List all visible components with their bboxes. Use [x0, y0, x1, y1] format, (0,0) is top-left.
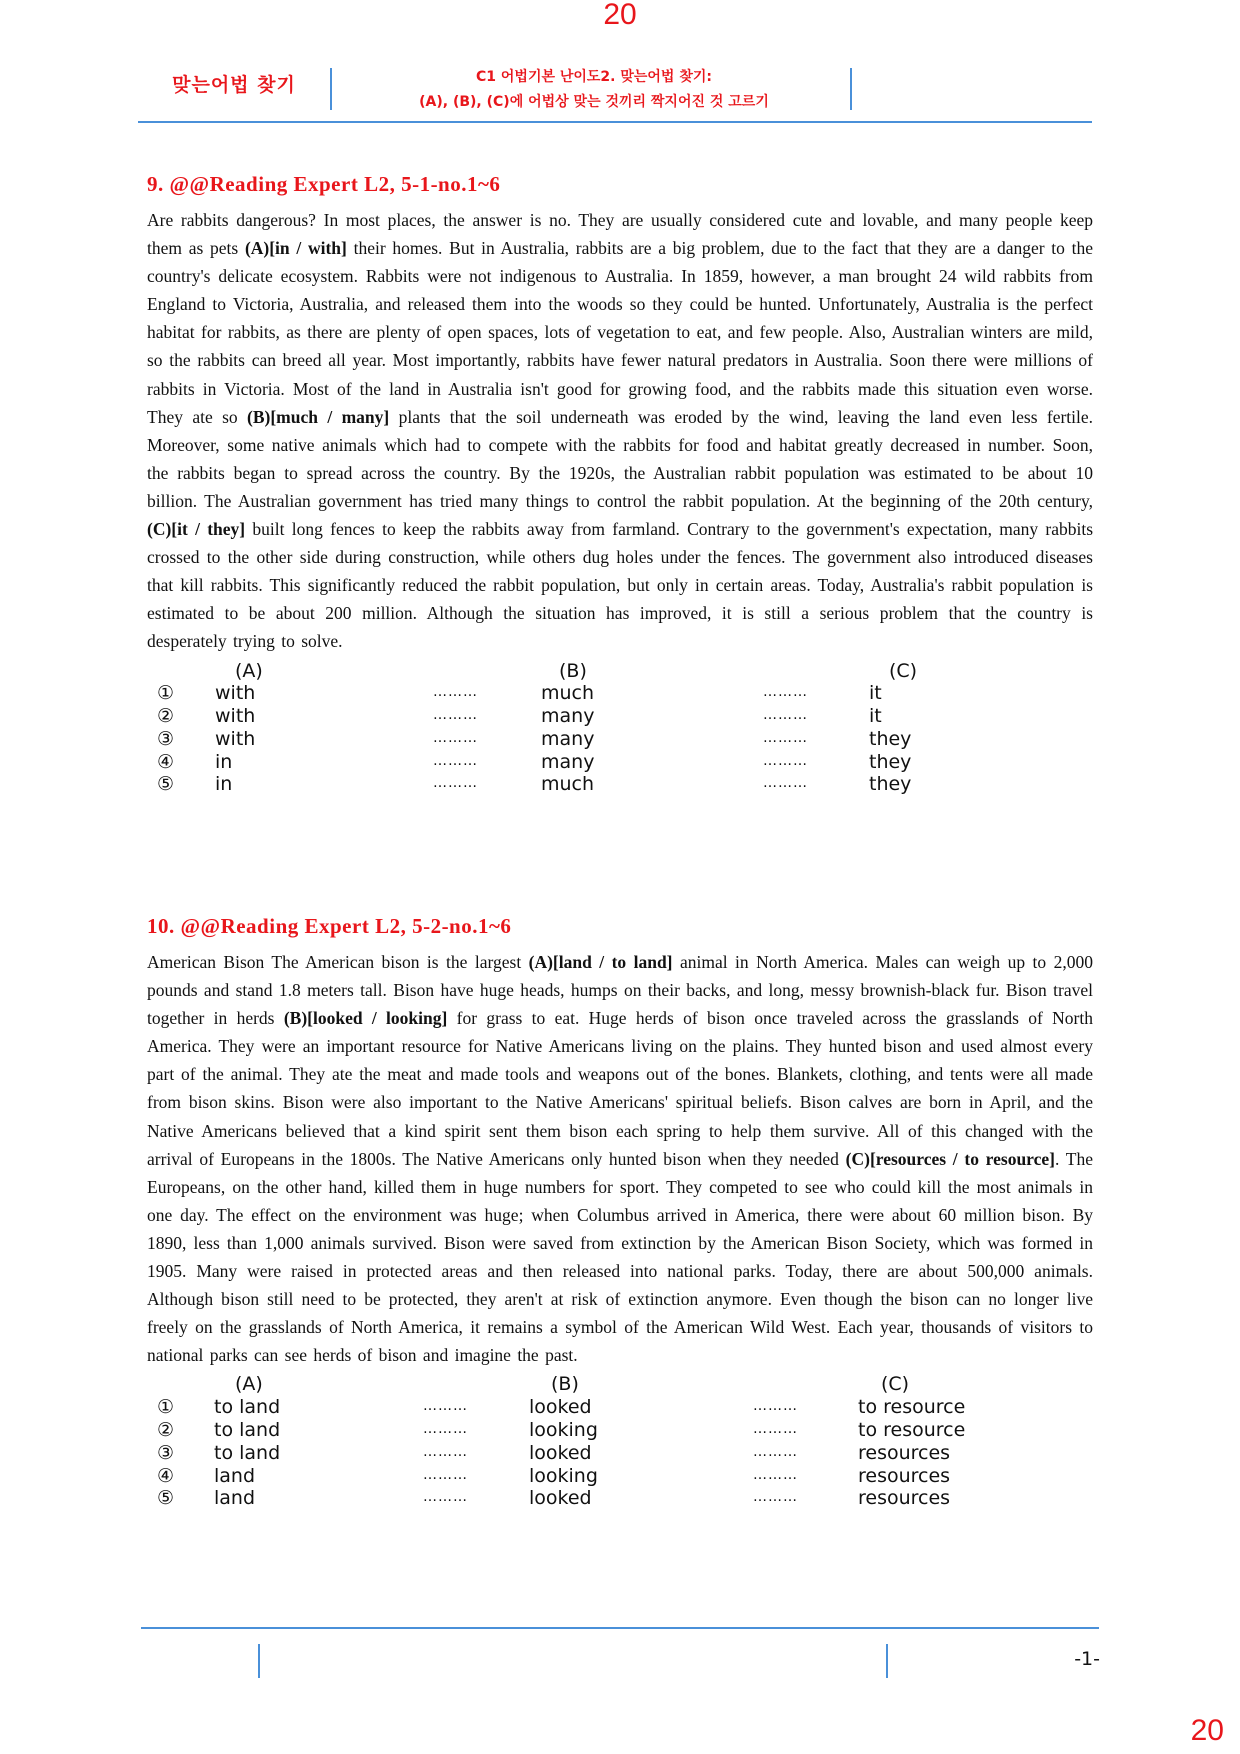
question-10-choices [147, 1373, 1093, 1510]
option-dots: ……… [423, 1489, 468, 1506]
option-c: they [869, 750, 912, 773]
question-9-passage: Are rabbits dangerous? In most places, the answer is no. They are usually considered cute and lovable, and many people keep them as pets (A)[in / with] their homes. But in Australia, rabbits are a big problem, due to the fact that they are a danger to the country's delicate ecosystem. Rabbits were not indigenous to Australia. In 1859, however, a man brought 24 wild rabbits from England to Victoria, Australia, and released them into the woods so they could be hunted. Unfortunately, Australia is the perfect habitat for rabbits, as there are plenty of open spaces, lots of vegetation to eat, and few people. Also, Australian winters are mild, so the rabbits can breed all year. Most importantly, rabbits have fewer natural predators in Australia. Soon there were millions of rabbits in Victoria. Most of the land in Australia isn't good for growing food, and the rabbits made this situation even worse. They ate so (B)[much / many] plants that the soil underneath was eroded by the wind, leaving the land even less fertile. Moreover, some native animals which had to compete with the rabbits for food and habitat greatly decreased in number. Soon, the rabbits began to spread across the country. By the 1920s, the Australian rabbit population was estimated to be about 10 billion. The Australian government has tried many things to control the rabbit population. At the beginning of the 20th century, (C)[it / they] built long fences to keep the rabbits away from farmland. Contrary to the government's expectation, many rabbits crossed to the other side during construction, while others dug holes under the fences. The government also introduced diseases that kill rabbits. This significantly reduced the rabbit population, but only in certain areas. Today, Australia's rabbit population is estimated to be about 200 million. Although the situation has improved, it is still a serious problem that the country is desperately trying to solve. [147, 210, 1094, 652]
option-dots: ……… [763, 729, 808, 746]
option-b: looking [529, 1464, 598, 1487]
blank-a: (A)[land / to land] [528, 952, 673, 972]
choice-option-5[interactable] [147, 1487, 1093, 1510]
option-number: ③ [157, 727, 175, 750]
choice-option-4[interactable] [147, 1465, 1093, 1488]
option-a: to land [214, 1419, 281, 1441]
question-9-choices [147, 660, 1093, 797]
option-dots: ……… [433, 775, 478, 792]
option-dots: ……… [423, 1466, 468, 1483]
footer-rule [141, 1627, 1099, 1629]
blank-c: (C)[it / they] [147, 519, 246, 540]
option-dots: ……… [763, 684, 808, 701]
option-c: they [869, 727, 912, 750]
option-dots: ……… [433, 752, 478, 769]
option-c: resources [858, 1487, 951, 1510]
option-b: looking [529, 1419, 598, 1441]
option-number: ② [157, 1419, 175, 1441]
choice-header-row [147, 660, 1093, 683]
option-dots: ……… [753, 1466, 798, 1483]
option-dots: ……… [763, 707, 808, 724]
option-dots: ……… [433, 684, 478, 701]
option-dots: ……… [753, 1398, 798, 1415]
choice-option-1[interactable] [147, 682, 1093, 705]
option-dots: ……… [423, 1421, 468, 1437]
header-subtitle-line2: (A), (B), (C)에 어법상 맞는 것끼리 짝지어진 것 고르기 [419, 94, 769, 110]
option-b: many [541, 705, 595, 728]
header-rule [138, 121, 1092, 123]
choice-header-row [147, 1373, 1093, 1396]
footer-divider-right [886, 1644, 888, 1678]
choice-option-5[interactable] [147, 773, 1093, 796]
choice-option-2[interactable] [147, 705, 1093, 728]
blank-b: (B)[looked / looking] [283, 1008, 448, 1029]
option-number: ① [157, 682, 175, 705]
page-number-corner: 20 [1190, 1714, 1224, 1747]
option-a: with [215, 705, 256, 728]
blank-b: (B)[much / many] [247, 406, 390, 427]
option-b: looked [529, 1441, 592, 1464]
option-dots: ……… [763, 752, 808, 769]
option-dots: ……… [753, 1489, 798, 1506]
header-divider-left [330, 68, 332, 110]
question-10-passage: American Bison The American bison is the largest (A)[land / to land] animal in North America. Males can weigh up to 2,000 pounds and stand 1.8 meters tall. Bison have huge heads, humps on their backs, and long, messy brownish-black fur. Bison travel together in herds (B)[looked / looking] for grass to eat. Huge herds of bison once traveled across the grasslands of North America. They were an important resource for Native Americans living on the plains. They hunted bison and used almost every part of the animal. They ate the meat and made tools and weapons out of the bones. Blankets, clothing, and tents were all made from bison skins. Bison were also important to the Native Americans' spiritual beliefs. Bison calves are born in April, and the Native Americans believed that a kind spirit sent them bison each spring to help them survive. All of this changed with the arrival of Europeans in the 1800s. The Native Americans only hunted bison when they needed (C)[resources / to resource]. The Europeans, on the other hand, killed them in huge numbers for sport. They competed to see who could kill the most animals in one day. The effect on the environment was huge; when Columbus arrived in America, there were about 60 million bison. By 1890, less than 1,000 animals survived. Bison were saved from extinction by the American Bison Society, which was formed in 1905. Many were raised in protected areas and then released into national parks. Today, there are about 500,000 animals. Although bison still need to be protected, they aren't at risk of extinction anymore. Even though the bison can no longer live freely on the grasslands of North America, it remains a symbol of the American Wild West. Each year, thousands of visitors to national parks can see herds of bison and imagine the past. [147, 952, 1093, 1366]
column-a-header: (A) [235, 659, 263, 682]
option-dots: ……… [423, 1398, 468, 1415]
option-c: it [869, 705, 882, 728]
option-number: ② [157, 705, 175, 728]
blank-c: (C)[resources / to resource] [845, 1148, 1055, 1169]
option-number: ③ [157, 1441, 175, 1464]
question-10-title: 10. @@Reading Expert L2, 5-2-no.1~6 [147, 914, 512, 938]
option-number: ① [157, 1396, 175, 1419]
option-b: looked [529, 1396, 592, 1419]
option-a: to land [214, 1396, 281, 1419]
option-dots: ……… [433, 729, 478, 746]
option-c: they [869, 773, 912, 796]
column-b-header: (B) [551, 1373, 579, 1396]
question-10 [147, 914, 1093, 1510]
option-dots: ……… [753, 1421, 798, 1437]
choice-option-1[interactable] [147, 1396, 1093, 1419]
choice-option-4[interactable] [147, 751, 1093, 774]
option-a: in [215, 773, 233, 796]
question-9-title: 9. @@Reading Expert L2, 5-1-no.1~6 [147, 172, 501, 196]
option-number: ④ [157, 1464, 175, 1487]
option-b: much [541, 682, 595, 705]
option-a: with [215, 727, 256, 750]
option-b: much [541, 773, 595, 796]
blank-a: (A)[in / with] [244, 238, 347, 259]
choice-option-3[interactable] [147, 1442, 1093, 1465]
option-dots: ……… [433, 707, 478, 724]
option-b: many [541, 727, 595, 750]
header-title: 맞는어법 찾기 [172, 74, 296, 96]
option-dots: ……… [423, 1443, 468, 1460]
option-dots: ……… [753, 1443, 798, 1460]
header-subtitle [334, 65, 854, 115]
option-number: ⑤ [157, 773, 175, 796]
option-b: looked [529, 1487, 592, 1510]
option-c: it [869, 682, 882, 705]
page-header [138, 60, 1094, 124]
option-number: ⑤ [157, 1487, 175, 1510]
option-c: resources [858, 1464, 951, 1487]
column-c-header: (C) [889, 659, 918, 682]
option-a: in [215, 750, 233, 773]
column-a-header: (A) [235, 1373, 263, 1396]
option-a: land [214, 1464, 256, 1487]
option-a: land [214, 1487, 256, 1510]
choice-option-3[interactable] [147, 728, 1093, 751]
option-c: resources [858, 1441, 951, 1464]
option-c: to resource [858, 1419, 966, 1441]
column-b-header: (B) [559, 659, 587, 682]
column-c-header: (C) [881, 1373, 910, 1396]
page-number-top: 20 [603, 0, 637, 31]
option-c: to resource [858, 1396, 966, 1419]
option-b: many [541, 750, 595, 773]
question-9 [147, 172, 1093, 796]
option-a: to land [214, 1441, 281, 1464]
header-subtitle-line1: C1 어법기본 난이도2. 맞는어법 찾기: [476, 69, 712, 85]
header-divider-right [850, 68, 852, 110]
option-number: ④ [157, 750, 175, 773]
option-a: with [215, 682, 256, 705]
footer-page-number: -1- [1074, 1648, 1100, 1670]
footer-divider-left [258, 1644, 260, 1678]
option-dots: ……… [763, 775, 808, 792]
choice-option-2[interactable] [147, 1419, 1093, 1442]
